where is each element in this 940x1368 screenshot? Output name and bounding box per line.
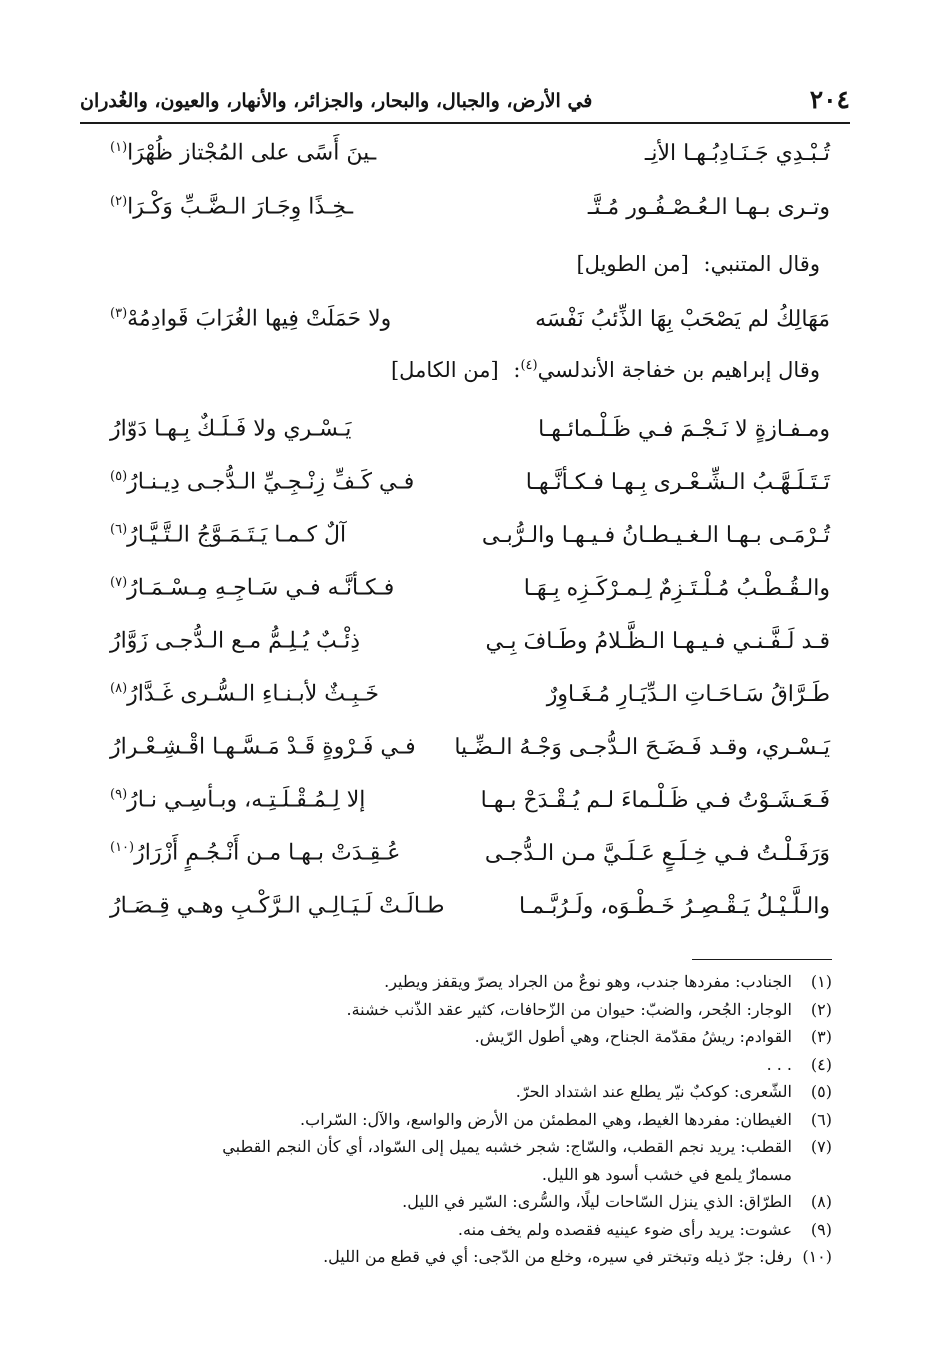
footnote-text: الشّعرى: كوكبٌ نيّر يطلع عند اشتداد الحرّ. <box>515 1082 792 1101</box>
verse-line <box>110 458 830 506</box>
footnote-marker: (٤) <box>520 358 538 373</box>
verse-second-hemistich: ولا حَمَلَتْ فِيها الغُرَابَ قَوادِمُهْ$^{(٣)}$ <box>110 306 392 332</box>
page-header <box>80 78 850 124</box>
intro-text: وقال المتنبي: <box>703 252 820 276</box>
verse-line <box>110 723 830 771</box>
footnote-marker: (٩) <box>110 787 128 803</box>
verse-first-hemistich: قـد لَـفَّـنـي فـيـهـا الـظَّـلامُ وطَـافَ بِـي <box>485 628 830 654</box>
footnote-marker: (٢) <box>110 194 128 210</box>
verse-second-hemistich: ـخِـذًا وِجَـارَ الـضَّـبِّ وَكْـرَا$^{(٢)}$ <box>110 194 354 220</box>
footnote-number: (٢) <box>810 999 832 1019</box>
verse-second-hemistich: خَـبِـثٌ لأبـنـاءِ الـسُّـرى غَـدَّارُ$^{(٨)}$ <box>110 681 380 707</box>
page-number: ٢٠٤ <box>809 85 850 114</box>
footnote-number: (٩) <box>810 1219 832 1239</box>
verse-second-hemistich: يَـسْـري ولا فَـلَـكٌ بِـهـا دَوّارُ <box>110 416 352 442</box>
footnote <box>92 996 832 1024</box>
verse-line <box>110 511 830 559</box>
footnotes <box>92 968 832 1271</box>
poet-intro <box>576 252 820 276</box>
footnote-marker: (٥) <box>110 469 128 485</box>
footnote-number: (١) <box>810 972 832 991</box>
footnote <box>92 1106 832 1134</box>
verse-line <box>110 405 830 453</box>
verse-line <box>110 776 830 824</box>
verse-line <box>110 882 830 930</box>
verse-second-hemistich: آلٌ كـمـا يَـتَـمَـوَّجُ الـتَّـيَّـارُ$^{(٦)}$ <box>110 522 347 548</box>
meter-label: [من الطويل] <box>576 252 689 276</box>
verse-line <box>110 617 830 665</box>
footnote <box>92 1133 832 1161</box>
footnote-continuation <box>92 1161 832 1189</box>
verse-line <box>110 829 830 877</box>
footnote-number: (٨) <box>810 1192 832 1211</box>
intro-colon: : <box>513 358 521 382</box>
footnote <box>92 968 832 996</box>
footnote <box>92 1243 832 1271</box>
verse-second-hemistich: طـالَـتْ لَـيَـالِـي الـرَّكْـبِ وهـي قِـصَـارُ <box>110 893 445 919</box>
footnote-text: رفل: جرّ ذيله وتبختر في سيره، وخلع من الدّجى: أي في قطع من الليل. <box>323 1247 792 1266</box>
verse-first-hemistich: والـلَّـيْـلُ يَـقْـصِـرُ خَـطْـوَه، ولَـرُبَّـمـا <box>518 893 830 919</box>
footnote-marker: (٣) <box>110 306 128 322</box>
footnote-marker: (٨) <box>110 681 128 697</box>
verse-first-hemistich: تُـبْـدِي جَـنَـادِبُـهـا الأنِـ <box>644 140 830 166</box>
verse-first-hemistich: يَـسْـري، وقـد فَـضَـحَ الـدُّجـى وَجْـهُ الـضِّـيا <box>454 734 830 760</box>
verse-line <box>110 183 830 231</box>
intro-text: وقال إبراهيم بن خفاجة الأندلسي <box>537 358 820 382</box>
verse-second-hemistich: فـي كَـفِّ زِنْـجِـيِّ الـدُّجـى دِيـنـارُ$^{(٥)}$ <box>110 469 415 495</box>
verse-second-hemistich: عُـقِـدَتْ بـهـا مـن أَنْـجُـمٍ أَزْرَارُ$^{(١٠)}$ <box>110 840 401 866</box>
footnote-text: القطب: يريد نجم القطب، والسّاج: شجر خشبه يميل إلى السّواد، أي كأن النجم القطبي <box>222 1137 792 1156</box>
verse-line <box>110 670 830 718</box>
footnote-text: الغيطان: مفردها الغيط، وهي المطمئن من الأرض والواسع، والآل: السّراب. <box>300 1109 792 1129</box>
footnote-text: الجنادب: مفردها جندب، وهو نوعٌ من الجراد يصرّ ويقفز ويطير. <box>384 972 792 991</box>
footnote-marker: (٧) <box>110 575 128 591</box>
footnote-text: . . . <box>766 1054 792 1074</box>
footnote-number: (٣) <box>810 1027 832 1046</box>
footnote-number: (٤) <box>810 1054 832 1074</box>
footnote <box>92 1078 832 1106</box>
footnote <box>92 1216 832 1244</box>
footnote <box>92 1051 832 1079</box>
footnote-number: (١٠) <box>802 1247 832 1266</box>
verse-first-hemistich: طَـرَّاقُ سَـاحَـاتِ الـدِّيَـارِ مُـغَـاوِرٌ <box>546 681 830 707</box>
verse-first-hemistich: تُـرْمَـى بـهـا الـغـيـطـانُ فـيـهـا والـرُّبـى <box>481 522 830 548</box>
footnote-text: عشوت: يريد رأى ضوء عينيه فقصده ولم يخف منه. <box>457 1219 792 1239</box>
footnote-number: (٦) <box>810 1109 832 1129</box>
meter-label: [من الكامل] <box>390 358 499 382</box>
verse-line <box>110 129 830 177</box>
footnote-number: (٧) <box>810 1137 832 1156</box>
verse-second-hemistich: فـكـأنَّـه فـي سَـاجِـهِ مِـسْـمَـارُ$^{(٧)}$ <box>110 575 395 601</box>
verse-second-hemistich: إلا لِـمُـقْـلَـتِـه، وبـأسِـي نـارُ$^{(٩)}$ <box>110 787 366 813</box>
verse-first-hemistich: والـقُـطْـبُ مُـلْـتَـزِمٌ لِـمـرْكَـزِه بِـهَـا <box>523 575 830 601</box>
footnote-number: (٥) <box>810 1082 832 1101</box>
footnote-separator <box>692 959 832 960</box>
footnote-marker: (٦) <box>110 522 128 538</box>
verse-line <box>110 295 830 343</box>
verse-first-hemistich: وَرَفَـلْـتُ فـي خِـلَـعٍ عَـلَـيَّ مـن الـدُّجـى <box>484 840 830 866</box>
footnote-text: الوجار: الجُحر، والضبّ: حيوان من الزّحافات، كثير عقد الذّنب خشنة. <box>346 999 792 1019</box>
verse-line <box>110 564 830 612</box>
footnote-text: مسمارٌ يلمع في خشب أسود هو الليل. <box>541 1164 792 1184</box>
footnote-text: القوادم: ريشُ مقدّمة الجناح، وهي أطول الرّيش. <box>474 1027 792 1046</box>
verse-first-hemistich: تَـتَـلَـهَّـبُ الـشِّـعْـرى بِـهـا فـكـأنَّـهـا <box>525 469 830 495</box>
verse-first-hemistich: وتـرى بـهـا الـعُـصْـفُـور مُـتَّـ <box>587 194 830 220</box>
footnote-marker: (١٠) <box>110 840 135 856</box>
footnote <box>92 1023 832 1051</box>
verse-first-hemistich: ومـفـازةٍ لا نَـجْـمَ فـي ظَـلْـمائـهـا <box>538 416 830 442</box>
running-title: في الأرض، والجبال، والبحار، والجزائر، والأنهار، والعيون، والغُدران <box>80 90 593 112</box>
footnote-text: الطرّاق: الذي ينزل السّاحات ليلًا، والسُّرى: السّير في الليل. <box>402 1192 792 1211</box>
poet-intro <box>391 358 820 382</box>
verse-first-hemistich: مَهَالِكُ لم يَصْحَبْ بِهَا الذِّئبُ نَفْسَه <box>535 306 830 332</box>
verse-second-hemistich: ـينَ أَسًى على المُجْتاز ظُهْرَا$^{(١)}$ <box>110 140 377 166</box>
footnote <box>92 1188 832 1216</box>
verse-first-hemistich: فَـعَـشَـوْتُ فـي ظَـلْـماءَ لـم يُـقْـدَحْ بـهـا <box>480 787 830 813</box>
verse-second-hemistich: فـي فَـرْوةٍ قَـدْ مَـسَّـهـا اقْـشِـعْـرارُ <box>110 734 416 760</box>
footnote-marker: (١) <box>110 140 128 156</box>
verse-second-hemistich: ذِئْـبٌ يُـلِـمُّ مـع الـدُّجـى زَوَّارُ <box>110 628 360 654</box>
